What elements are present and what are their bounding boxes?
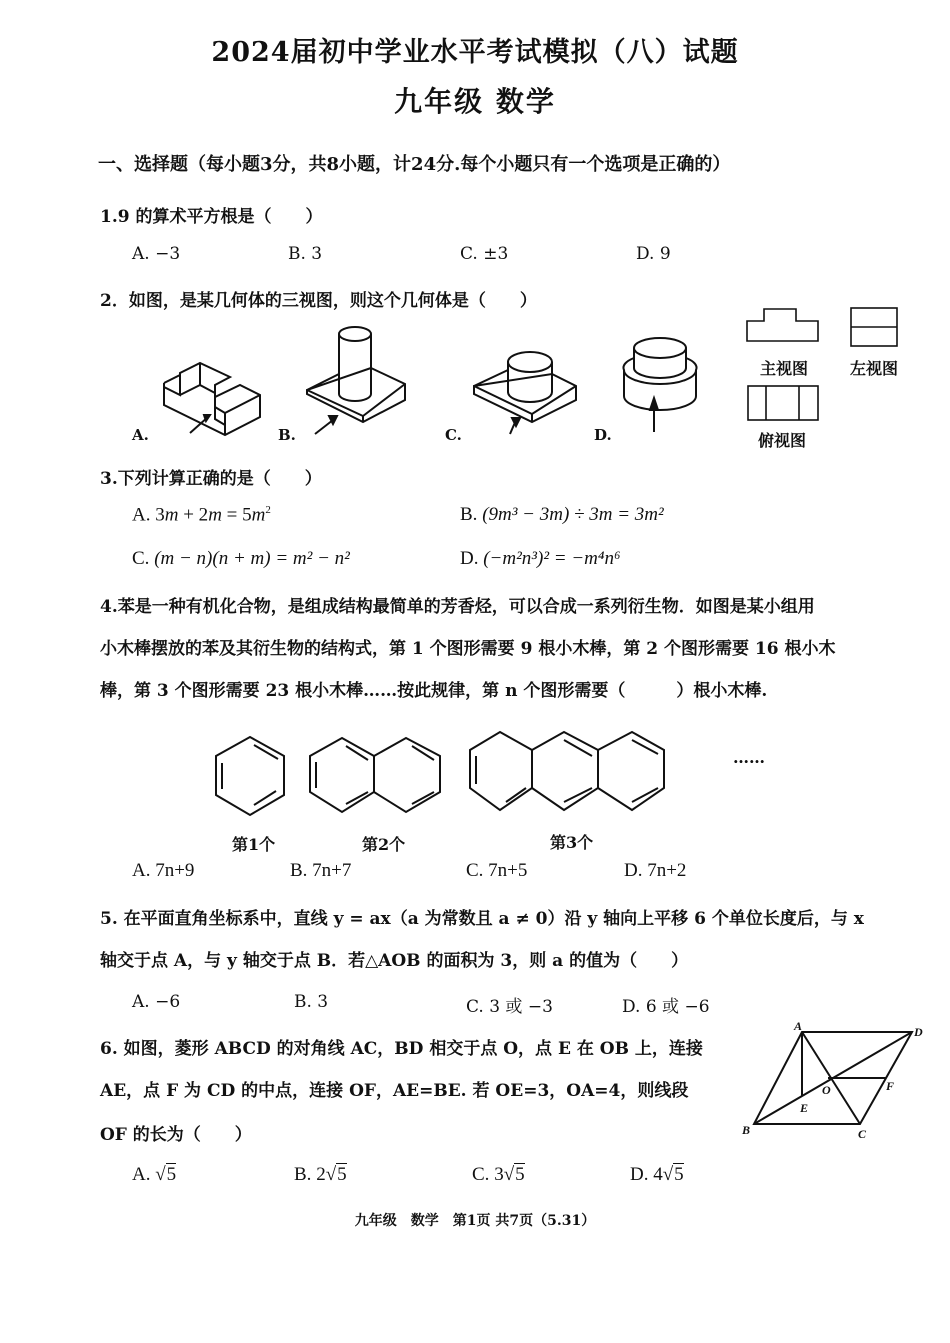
exam-subtitle: 九年级 数学 (394, 85, 556, 118)
q6-option-b: B. 2√5 (294, 1164, 347, 1185)
point-f-label: F (886, 1079, 895, 1093)
q6-option-d: D. 4√5 (630, 1164, 684, 1185)
sequence-ellipsis: …… (733, 748, 765, 767)
page-footer: 九年级 数学 第1页 共7页（5.31） (354, 1213, 596, 1229)
q5-option-a: A. −6 (132, 992, 181, 1012)
question-4-stem-line-3: 棒，第 3 个图形需要 23 根小木棒……按此规律，第 n 个图形需要（ ）根小木棒. (100, 681, 768, 701)
front-view-label: 主视图 (760, 359, 809, 378)
point-c-label: C (858, 1127, 867, 1141)
q1-option-d: D. 9 (636, 244, 671, 264)
section-heading: 一、选择题（每小题3分，共8小题，计24分.每个小题只有一个选项是正确的） (98, 154, 731, 175)
q1-option-b: B. 3 (288, 244, 323, 264)
question-6-stem-line-2: AE，点 F 为 CD 的中点，连接 OF，AE=BE. 若 OE=3，OA=4，则线段 (100, 1081, 689, 1101)
q6-option-c: C. 3√5 (472, 1164, 525, 1185)
q6-option-a: A. √5 (132, 1164, 177, 1185)
q2-figure-a (160, 345, 270, 440)
question-6-stem-line-3: OF 的长为（ ） (100, 1125, 252, 1145)
q1-option-c: C. ±3 (460, 244, 509, 264)
q3-option-d: D. (−m²n³)² = −m⁴n⁶ (460, 548, 621, 569)
q4-option-b: B. 7n+7 (290, 860, 352, 881)
question-4-stem-line-1: 4.苯是一种有机化合物，是组成结构最简单的芳香烃，可以合成一系列衍生物．如图是某小组用 (100, 597, 815, 617)
point-b-label: B (742, 1123, 751, 1137)
figure-caption-2: 第2个 (362, 835, 406, 854)
question-3-stem: 3.下列计算正确的是（ ） (100, 469, 322, 489)
q3-option-b: B. (9m³ − 3m) ÷ 3m = 3m² (460, 504, 664, 525)
point-d-label: D (914, 1025, 923, 1039)
exam-title: 2024届初中学业水平考试模拟（八）试题 (211, 37, 739, 68)
anthracene-figure-3 (468, 722, 668, 814)
q4-option-c: C. 7n+5 (466, 860, 528, 881)
front-view-drawing (746, 307, 820, 343)
q2-label-a: A. (132, 426, 149, 444)
point-e-label: E (800, 1101, 809, 1115)
benzene-figure-1 (214, 735, 286, 817)
q4-option-a: A. 7n+9 (132, 860, 195, 881)
figure-caption-1: 第1个 (232, 835, 276, 854)
question-4-stem-line-2: 小木棒摆放的苯及其衍生物的结构式，第 1 个图形需要 9 根小木棒，第 2 个图形需要 16 根小木 (100, 639, 836, 659)
q5-option-d: D. 6 或 −6 (622, 997, 710, 1017)
q3-option-a: A. $3m + 2m = 5m^2$ (132, 504, 271, 526)
q2-label-c: C. (445, 426, 462, 444)
rhombus-figure (740, 1020, 930, 1144)
top-view-label: 俯视图 (758, 431, 807, 450)
question-1-stem: 1.9 的算术平方根是（ ） (100, 207, 323, 227)
left-view-drawing (850, 307, 898, 347)
left-view-label: 左视图 (850, 359, 899, 378)
question-5-stem-line-1: 5. 在平面直角坐标系中，直线 y = ax（a 为常数且 a ≠ 0）沿 y 轴向上平移 6 个单位长度后，与 x (100, 909, 864, 929)
q2-label-b: B. (278, 426, 296, 444)
q2-figure-b (305, 322, 410, 442)
q5-option-b: B. 3 (294, 992, 329, 1012)
q2-label-d: D. (594, 426, 612, 444)
q1-option-a: A. −3 (132, 244, 181, 264)
question-6-stem-line-1: 6. 如图，菱形 ABCD 的对角线 AC，BD 相交于点 O，点 E 在 OB 上，连接 (100, 1039, 703, 1059)
top-view-drawing (747, 385, 819, 421)
q4-option-d: D. 7n+2 (624, 860, 687, 881)
question-2-stem: 2．如图，是某几何体的三视图，则这个几何体是（ ） (100, 291, 537, 311)
figure-caption-3: 第3个 (550, 833, 594, 852)
q2-figure-d (622, 336, 702, 436)
q2-figure-c (472, 348, 582, 438)
point-a-label: A (794, 1019, 803, 1033)
naphthalene-figure-2 (308, 730, 444, 814)
q3-option-c: C. (m − n)(n + m) = m² − n² (132, 548, 350, 569)
q5-option-c: C. 3 或 −3 (466, 997, 553, 1017)
point-o-label: O (822, 1083, 831, 1097)
question-5-stem-line-2: 轴交于点 A，与 y 轴交于点 B．若△AOB 的面积为 3，则 a 的值为（ ） (100, 951, 689, 971)
